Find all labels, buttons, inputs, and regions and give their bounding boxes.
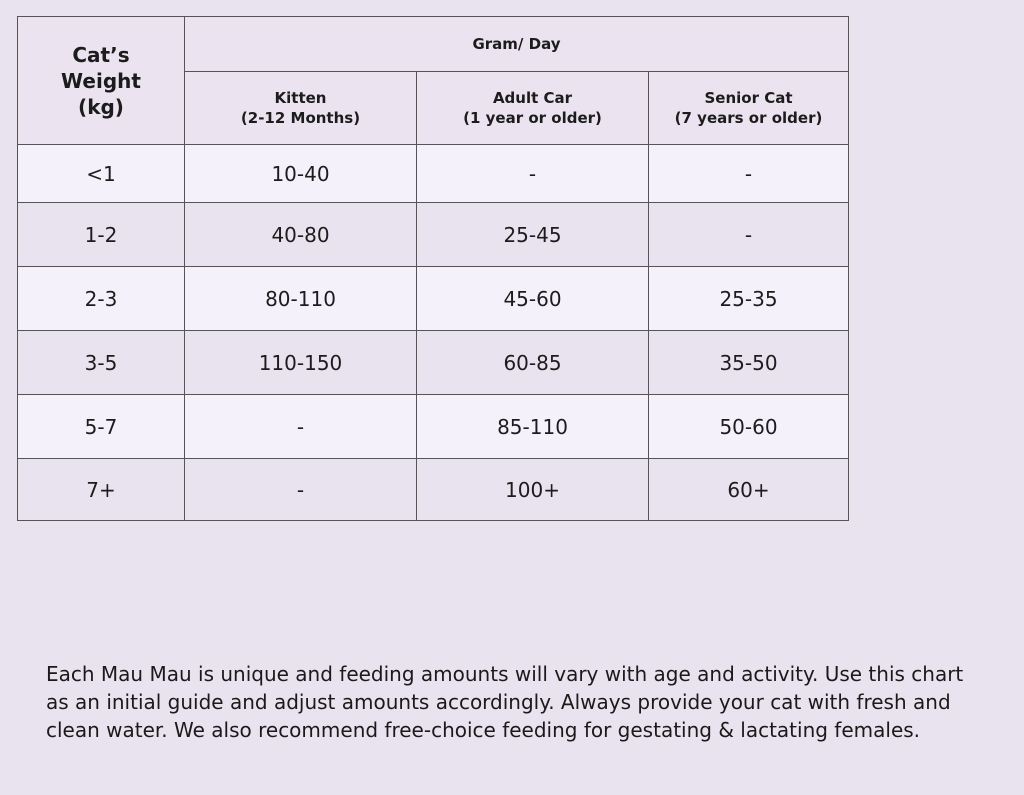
- kitten-cell: -: [185, 395, 417, 459]
- sub-header-age: (7 years or older): [674, 109, 823, 127]
- kitten-cell: 40-80: [185, 203, 417, 267]
- adult-cell: 25-45: [417, 203, 649, 267]
- kitten-cell: 110-150: [185, 331, 417, 395]
- feeding-note: Each Mau Mau is unique and feeding amounts will vary with age and activity. Use this chart as an initial guide and adjust amounts accordingly. Always provide your cat with fresh and clean water. We also recommend free-choice feeding for gestating & lactating females.: [46, 662, 964, 742]
- feeding-guide-table: [17, 16, 849, 521]
- senior-cell: -: [649, 145, 849, 203]
- kitten-cell: 10-40: [185, 145, 417, 203]
- senior-cell: 50-60: [649, 395, 849, 459]
- adult-cell: 60-85: [417, 331, 649, 395]
- weight-cell: 1-2: [18, 203, 185, 267]
- kitten-cell: -: [185, 459, 417, 521]
- adult-cell: -: [417, 145, 649, 203]
- weight-cell: <1: [18, 145, 185, 203]
- table-row: [18, 267, 849, 331]
- senior-cell: 35-50: [649, 331, 849, 395]
- sub-header-age: (1 year or older): [463, 109, 602, 127]
- weight-column-header: [18, 17, 185, 145]
- senior-column-header: [649, 72, 849, 145]
- weight-header-line: (kg): [78, 94, 124, 119]
- senior-cell: 60+: [649, 459, 849, 521]
- adult-cell: 85-110: [417, 395, 649, 459]
- weight-cell: 7+: [18, 459, 185, 521]
- sub-header-age: (2-12 Months): [240, 109, 361, 127]
- kitten-cell: 80-110: [185, 267, 417, 331]
- adult-column-header: [417, 72, 649, 145]
- weight-header-line: Weight: [61, 68, 141, 93]
- table-row: [18, 395, 849, 459]
- table-row: [18, 203, 849, 267]
- sub-header-title: Adult Car: [492, 89, 573, 107]
- adult-cell: 45-60: [417, 267, 649, 331]
- weight-cell: 5-7: [18, 395, 185, 459]
- table-row: [18, 331, 849, 395]
- gram-per-day-header: Gram/ Day: [185, 17, 849, 72]
- sub-header-title: Kitten: [274, 89, 327, 107]
- weight-cell: 3-5: [18, 331, 185, 395]
- kitten-column-header: [185, 72, 417, 145]
- senior-cell: 25-35: [649, 267, 849, 331]
- table-row: [18, 145, 849, 203]
- senior-cell: -: [649, 203, 849, 267]
- adult-cell: 100+: [417, 459, 649, 521]
- weight-header-line: Cat’s: [72, 42, 130, 67]
- sub-header-title: Senior Cat: [704, 89, 793, 107]
- weight-cell: 2-3: [18, 267, 185, 331]
- table-row: [18, 459, 849, 521]
